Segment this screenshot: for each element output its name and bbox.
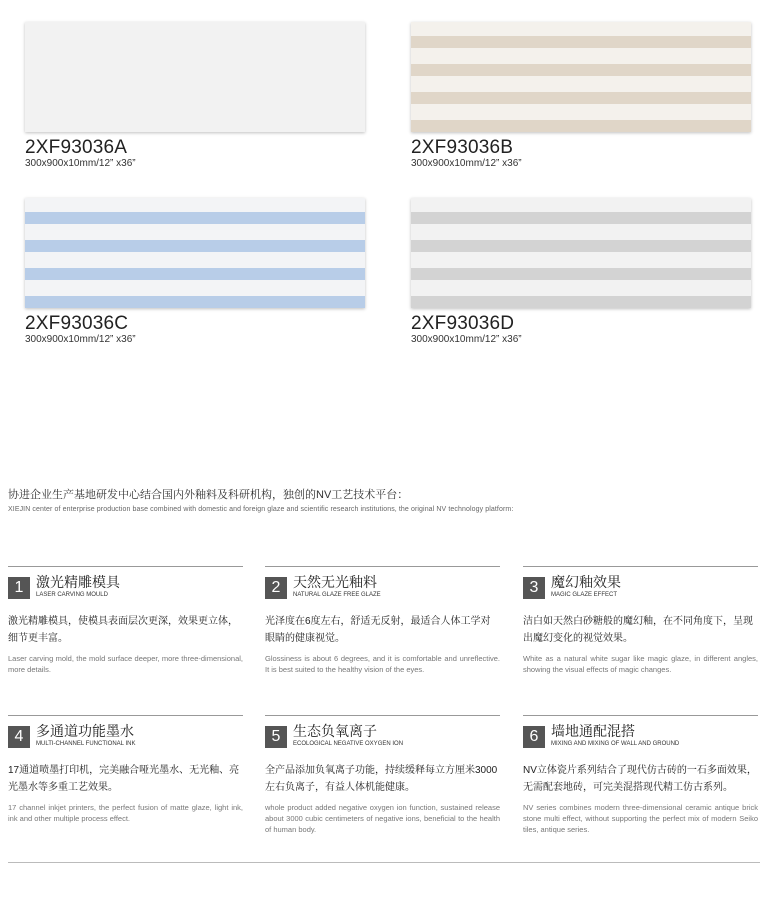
bottom-divider — [8, 862, 760, 863]
feature-title-en: MAGIC GLAZE EFFECT — [551, 592, 618, 598]
tile-size: 300x900x10mm/12” x36” — [25, 334, 136, 345]
feature-title: 天然无光釉料 — [293, 574, 377, 590]
feature-description: 全产品添加负氧离子功能，持续缓释每立方厘米3000左右负离子，有益人体机能健康。 — [265, 765, 498, 793]
tile-code: 2XF93036A — [25, 137, 128, 158]
tile-stripe — [411, 120, 751, 132]
feature-description-en: Laser carving mold, the mold surface deeper, more three-dimensional, more details. — [8, 654, 243, 674]
feature-number: 5 — [265, 726, 287, 748]
feature-title-en: NATURAL GLAZE FREE GLAZE — [293, 592, 381, 598]
feature-number: 4 — [8, 726, 30, 748]
tile-card-c[interactable] — [25, 198, 365, 346]
tile-size: 300x900x10mm/12” x36” — [25, 158, 136, 169]
feature-title: 生态负氧离子 — [293, 723, 377, 739]
tile-swatch-c — [25, 198, 365, 308]
tile-size: 300x900x10mm/12” x36” — [411, 158, 522, 169]
feature-negative-oxygen-ion — [265, 715, 500, 835]
tile-stripe — [25, 268, 365, 280]
tile-card-b[interactable] — [411, 22, 751, 170]
tile-swatch-d — [411, 198, 751, 308]
feature-description-en: White as a natural white sugar like magic glaze, in different angles, showing the visual effects of magic changes. — [523, 654, 758, 674]
feature-description: 洁白如天然白砂糖般的魔幻釉，在不同角度下，呈现出魔幻变化的视觉效果。 — [523, 616, 753, 644]
feature-description-en: NV series combines modern three-dimensional ceramic antique brick stone multi effect, without supporting the perfect mix of modern Seiko tiles, antique series. — [523, 803, 758, 834]
feature-title: 墙地通配混搭 — [551, 723, 635, 739]
tile-swatch-b — [411, 22, 751, 132]
tile-stripe — [411, 268, 751, 280]
intro-subheading: XIEJIN center of enterprise production base combined with domestic and foreign glaze and scientific research institutions, the original NV technology platform: — [8, 506, 514, 513]
feature-title-en: LASER CARVING MOULD — [36, 592, 108, 598]
tile-stripe — [411, 296, 751, 308]
feature-magic-glaze — [523, 566, 758, 675]
feature-description: 激光精雕模具，使模具表面层次更深，效果更立体，细节更丰富。 — [8, 616, 238, 644]
feature-description-en: Glossiness is about 6 degrees, and it is comfortable and unreflective. It is best suited to the healthy vision of the eyes. — [265, 654, 500, 674]
feature-natural-glaze — [265, 566, 500, 675]
tile-stripe — [411, 92, 751, 104]
divider — [523, 566, 758, 567]
feature-description: 17通道喷墨打印机，完美融合哑光墨水、无光釉、亮光墨水等多重工艺效果。 — [8, 765, 240, 793]
feature-title-en: MULTI-CHANNEL FUNCTIONAL INK — [36, 741, 136, 747]
divider — [265, 566, 500, 567]
feature-number: 3 — [523, 577, 545, 599]
tile-card-a[interactable] — [25, 22, 365, 170]
tile-stripe — [411, 64, 751, 76]
divider — [8, 715, 243, 716]
tile-size: 300x900x10mm/12” x36” — [411, 334, 522, 345]
tile-stripe — [25, 212, 365, 224]
feature-description: 光泽度在6度左右，舒适无反射，最适合人体工学对眼睛的健康视觉。 — [265, 616, 491, 644]
intro-heading: 协进企业生产基地研发中心结合国内外釉料及科研机构，独创的NV工艺技术平台： — [8, 489, 409, 501]
feature-title: 激光精雕模具 — [36, 574, 120, 590]
feature-title-en: MIXING AND MIXING OF WALL AND GROUND — [551, 741, 680, 747]
divider — [523, 715, 758, 716]
feature-number: 1 — [8, 577, 30, 599]
feature-description-en: 17 channel inkjet printers, the perfect fusion of matte glaze, light ink, ink and other multiple process effect. — [8, 803, 243, 823]
feature-number: 2 — [265, 577, 287, 599]
tile-stripe — [411, 240, 751, 252]
feature-title: 多通道功能墨水 — [36, 723, 134, 739]
tile-code: 2XF93036D — [411, 313, 515, 334]
tile-stripe — [411, 212, 751, 224]
feature-description-en: whole product added negative oxygen ion function, sustained release about 3000 cubic centimeters of negative ions, beneficial to the health of human body. — [265, 803, 500, 834]
feature-wall-ground-mix — [523, 715, 758, 835]
feature-multi-channel-ink — [8, 715, 243, 824]
divider — [265, 715, 500, 716]
tile-swatch-a — [25, 22, 365, 132]
feature-laser-carving — [8, 566, 243, 675]
tile-stripe — [411, 36, 751, 48]
divider — [8, 566, 243, 567]
feature-title: 魔幻釉效果 — [551, 574, 621, 590]
tile-code: 2XF93036B — [411, 137, 514, 158]
feature-title-en: ECOLOGICAL NEGATIVE OXYGEN ION — [293, 741, 404, 747]
feature-number: 6 — [523, 726, 545, 748]
feature-description: NV立体瓷片系列结合了现代仿古砖的一石多面效果，无需配套地砖，可完美混搭现代精工仿古系列。 — [523, 765, 757, 793]
tile-card-d[interactable] — [411, 198, 751, 346]
tile-stripe — [25, 240, 365, 252]
tile-code: 2XF93036C — [25, 313, 129, 334]
tile-stripe — [25, 296, 365, 308]
